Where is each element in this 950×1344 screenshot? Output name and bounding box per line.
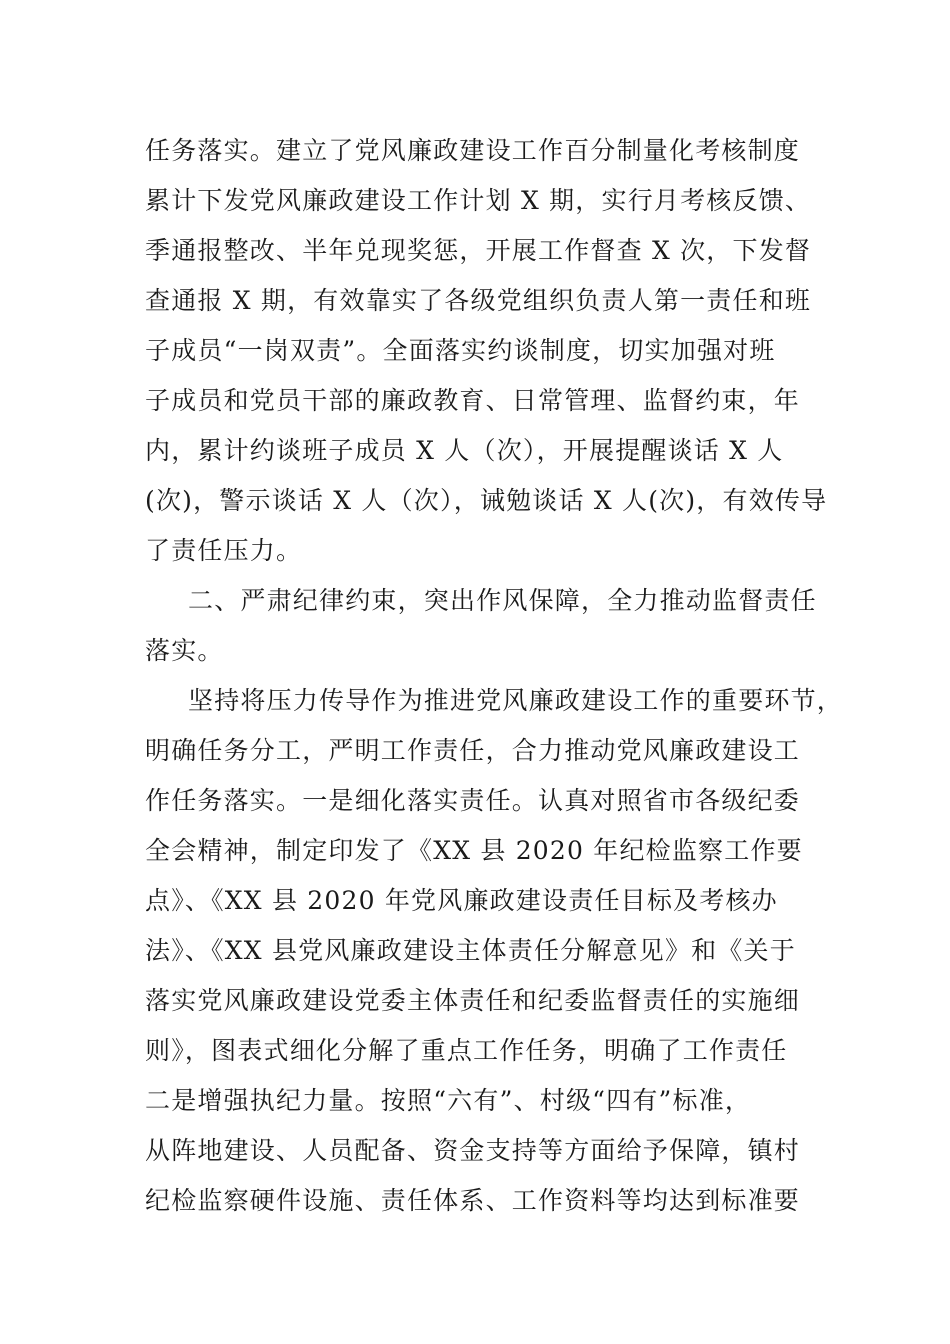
body-text-line: 二是增强执纪力量。按照“六有”、村级“四有”标准，: [145, 1086, 752, 1115]
body-text-line: 点》、《XX 县 2020 年党风廉政建设责任目标及考核办: [145, 886, 778, 915]
body-text-line: 全会精神，制定印发了《XX 县 2020 年纪检监察工作要: [145, 836, 803, 865]
body-text-line: 了责任压力。: [145, 536, 303, 565]
body-text-line: 子成员和党员干部的廉政教育、日常管理、监督约束，年: [145, 386, 801, 415]
section-heading-line: 落实。: [145, 636, 224, 665]
body-text-line: 查通报 X 期，有效靠实了各级党组织负责人第一责任和班: [145, 286, 812, 315]
body-text-line: 纪检监察硬件设施、责任体系、工作资料等均达到标准要: [145, 1186, 801, 1215]
body-text-line: 累计下发党风廉政建设工作计划 X 期，实行月考核反馈、: [145, 186, 812, 215]
body-text-line: 法》、《XX 县党风廉政建设主体责任分解意见》和《关于: [145, 936, 796, 965]
body-text-line: 季通报整改、半年兑现奖惩，开展工作督查 X 次，下发督: [145, 236, 812, 265]
body-text-line: 内，累计约谈班子成员 X 人（次），开展提醒谈话 X 人: [145, 436, 784, 465]
body-text-line: 从阵地建设、人员配备、资金支持等方面给予保障，镇村: [145, 1136, 801, 1165]
body-text-line: 则》，图表式细化分解了重点工作任务，明确了工作责任: [145, 1036, 788, 1065]
body-text-line: (次)，警示谈话 X 人（次），诫勉谈话 X 人(次)，有效传导: [145, 486, 828, 515]
body-text-line: 落实党风廉政建设党委主体责任和纪委监督责任的实施细: [145, 986, 801, 1015]
body-text-line: 子成员“一岗双责”。全面落实约谈制度，切实加强对班: [145, 336, 776, 365]
body-text-line: 作任务落实。一是细化落实责任。认真对照省市各级纪委: [145, 786, 801, 815]
body-text-line: 坚持将压力传导作为推进党风廉政建设工作的重要环节，: [188, 686, 844, 715]
body-text-line: 任务落实。建立了党风廉政建设工作百分制量化考核制度: [145, 136, 801, 165]
section-heading-line: 二、严肃纪律约束，突出作风保障，全力推动监督责任: [188, 586, 817, 615]
body-text-line: 明确任务分工，严明工作责任，合力推动党风廉政建设工: [145, 736, 801, 765]
